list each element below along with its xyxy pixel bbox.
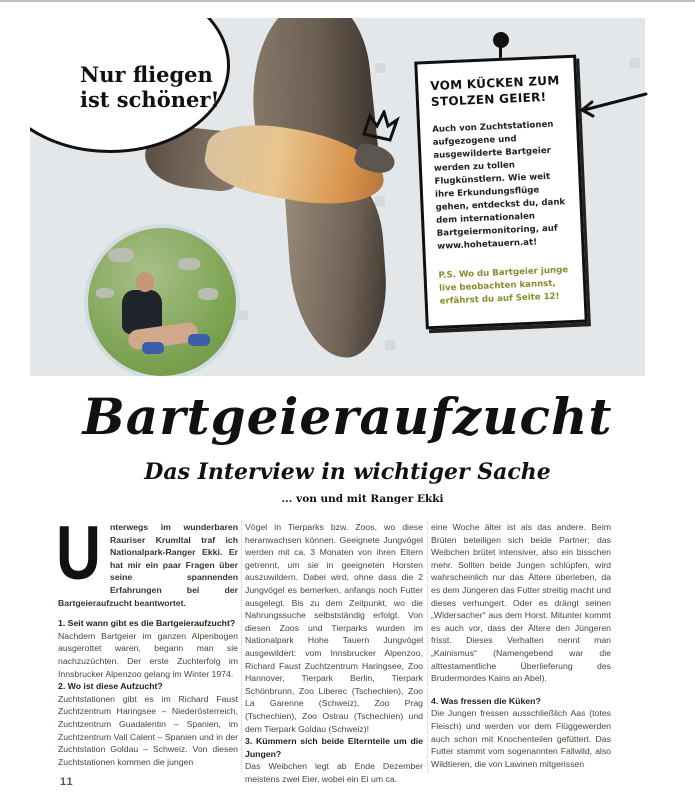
question-1: 1. Seit wann gibt es die Bartgeieraufzucht? bbox=[58, 618, 236, 629]
column-divider bbox=[427, 521, 428, 773]
question-4: 4. Was fressen die Küken? bbox=[431, 695, 541, 706]
pinned-info-note bbox=[414, 55, 588, 330]
arrow-pointer-icon bbox=[578, 90, 648, 120]
rock bbox=[108, 248, 134, 262]
answer-3-part-2: eine Woche älter ist als das andere. Beim Brüten beteiligen sich beide Partner; das Weibchen brütet intensiver, also ein bisschen mehr. Sollten beide Jungen schlüpfen, wird wahrscheinlich nur das Ältere überleben, da es dem Jüngeren das Futter streitig macht und dieses verhungert. Oder es drängt seinen „Widersacher“ aus dem Horst. Mitunter kommt es auch vor, dass der Ältere den Jüngeren frisst. Dieses Verhalten nennt man „Kainismus“ (Namengebend war die alttestamentliche Überlieferung des Brudermordes Kains an Abel). bbox=[431, 522, 611, 684]
crown-icon bbox=[360, 110, 400, 146]
answer-2-part-1: Zuchtstationen gibt es im Richard Faust Zuchtzentrum Haringsee – Niederösterreich, Zuchtzentrum Guadalentin – Spanien, im Zuchtzentrum Vall Calent – Spanien und in der Zuchtstation Goldau – Schweiz. Von diesen Zuchtstationen kommen die jungen bbox=[58, 693, 238, 767]
column-1 bbox=[56, 511, 238, 773]
answer-1: Nachdem Bartgeier im ganzen Alpenbogen ausgerottet waren, begann man sie nachzuzüchten. Der erste Zuchterfolg im Innsbrucker Alpenzoo gelang im Winter 1974. bbox=[58, 630, 238, 679]
article-subtitle: Das Interview in wichtiger Sache bbox=[144, 459, 551, 485]
answer-3-part-1: Das Weibchen legt ab Ende Dezember meistens zwei Eier, wobei ein Ei um ca. bbox=[245, 761, 423, 784]
column-divider bbox=[241, 521, 242, 773]
pushpin-stem bbox=[499, 46, 502, 58]
page-number: 11 bbox=[60, 776, 74, 788]
rock bbox=[96, 288, 114, 298]
article-title: Bartgeieraufzucht bbox=[82, 387, 613, 446]
rock bbox=[178, 258, 200, 270]
note-body: Auch von Zuchtstationen aufgezogene und ausgewilderte Bartgeier werden zu tollen Flugkünstlern. Wie weit ihre Erkundungsflüge gehen, entdeckst du, dank dem internationalen Bartgeiermonitoring, auf www.hohetauern.at! bbox=[432, 119, 566, 252]
spacer bbox=[431, 685, 611, 695]
ranger-shoe bbox=[142, 342, 164, 354]
answer-2-part-2: Vögel in Tierparks bzw. Zoos, wo diese heranwachsen können. Geeignete Jungvögel werden mit ca. 3 Monaten von ihren Eltern getrennt, um sie in geeigneten Horsten auszuwildern. Dabei wird, ohne dass die 2 Jungvögel es bemerken, anfangs noch Futter ausgelegt. Bis zu dem Zeitpunkt, wo die Nahrungssuche selbstständig erfolgt. Von diesen Zoos und Tierparks wurden im Nationalpark Hohe Tauern Jungvögel ausgewildert: vom Innsbrucker Alpenzoo, Richard Faust Zuchtzentrum Haringsee, Zoo Hannover, Tierpark Berlin, Tierpark Schönbrunn, Zoo Liberec (Tschechien), Zoo La Garenne (Schweiz), Zoo Prag (Tschechien), Zoo Ostrau (Tschechien) und dem Tierpark Goldau (Schweiz)! bbox=[245, 522, 423, 734]
note-ps: P.S. Wo du Bartgeier junge live beobachten kannst, erfährst du auf Seite 12! bbox=[438, 265, 569, 307]
page-top-rule bbox=[0, 0, 695, 2]
question-2: 2. Wo ist diese Aufzucht? bbox=[58, 681, 163, 692]
ranger-photo bbox=[84, 224, 240, 376]
spacer bbox=[58, 609, 238, 617]
note-title: VOM KÜCKEN ZUM STOLZEN GEIER! bbox=[430, 73, 560, 109]
answer-4: Die Jungen fressen ausschließlich Aas (totes Fleisch) und werden vor dem Flüggewerden auch schon mit Knochenteilen gefüttert. Das Futter stammt vom sogenannten Fallwild, also Wildtieren, die von Lawinen mitgerissen bbox=[431, 708, 611, 769]
article-byline: ... von und mit Ranger Ekki bbox=[281, 493, 444, 505]
ranger-shoe bbox=[188, 334, 210, 346]
column-2 bbox=[245, 521, 423, 784]
speech-bubble-text: Nur fliegen ist schöner! bbox=[80, 62, 220, 112]
question-3: 3. Kümmern sich beide Elternteile um die Jungen? bbox=[245, 736, 423, 759]
rock bbox=[198, 288, 218, 300]
column-3 bbox=[431, 521, 611, 773]
ranger-head bbox=[136, 272, 154, 292]
drop-cap: U bbox=[56, 511, 102, 596]
intro-paragraph: nterwegs im wunderbaren Rauriser Krumltal traf ich Nationalpark-Ranger Ekki. Er hat mir ein paar Fragen über seine spannenden Erfahrungen bei der Bartgeieraufzucht beantwortet. bbox=[58, 522, 238, 608]
